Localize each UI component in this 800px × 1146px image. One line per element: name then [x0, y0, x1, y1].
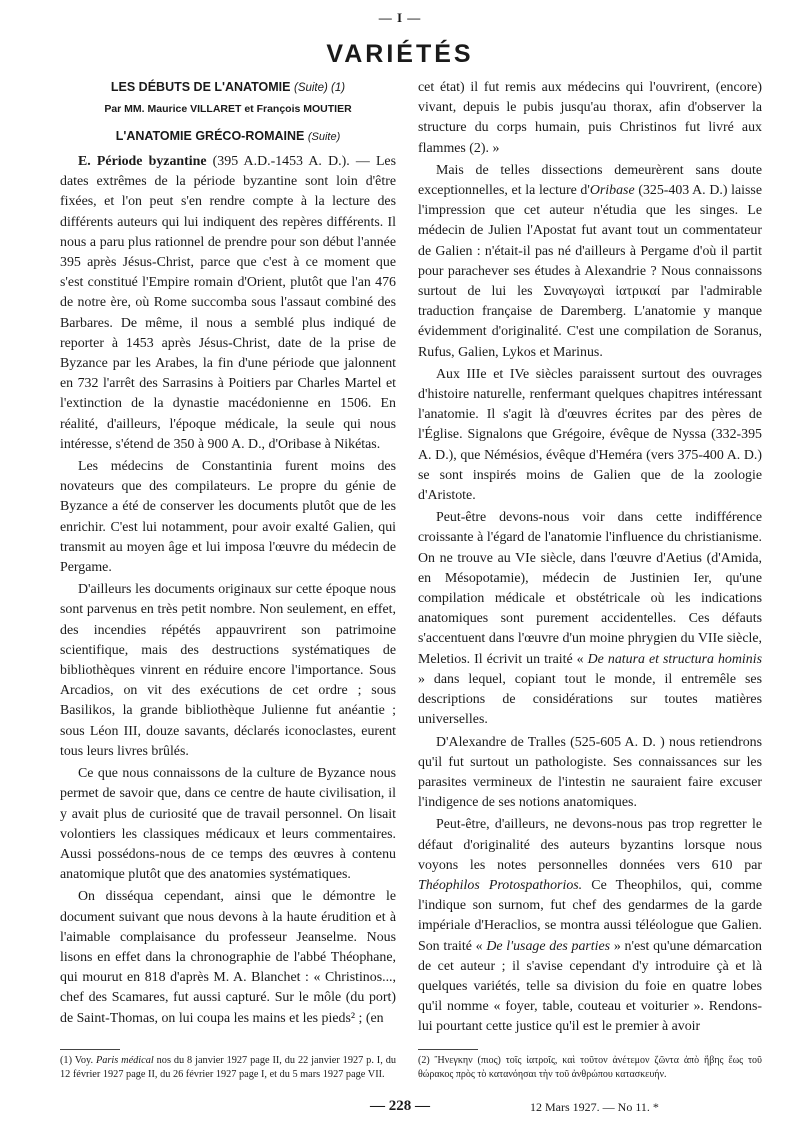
- paragraph-9-title: De natura et structura hominis: [587, 651, 762, 667]
- right-column: [418, 78, 762, 1038]
- paragraph-2: Les médecins de Constantinia furent moins des novateurs que des compilateurs. Le propre du génie de Byzance a été de conserver les documents plutôt que de les enrichir. C'est lui notamment, pour avoir exalté Galien, qui transmit au moyen âge et lui imposa l'œuvre du médecin de Pergame.: [60, 459, 396, 576]
- paragraph-1-text: (395 A.D.-1453 A. D.). — Les dates extrêmes de la période byzantine sont loin d'être fixées, et l'on peut s'en rendre compte à la lecture des différents auteurs qui lui indiquent des repères différents. Il nous a paru plus rationnel de prendre pour son début l'année 395 après Jésus-Christ, parce que c'est à ce moment que s'est constitué l'Empire romain d'Orient, plutôt que l'an 476 de notre ère, où Rome succomba sous l'assaut combiné des Barbares. De même, il nous a semblé plus indiqué de reporter à 1453 après Jésus-Christ, date de la prise de Byzance par les Arabes, la fin d'une période que jalonnent en 732 l'arrêt des Sarrasins à Poitiers par Charles Martel et l'extinction de la dynastie macédonienne en 1506. En réalité, d'ailleurs, l'époque médicale, la seule qui nous intéresse, s'étend de 350 à 900 A. D., d'Oribase à Nikétas.: [60, 154, 396, 452]
- paragraph-3: D'ailleurs les documents originaux sur cette époque nous sont parvenus en très petit nombre. Non seulement, en effet, des incendies répétés appauvrirent son patrimoine scientifique, mais des destructions systématiques de bibliothèques vinrent en réduire encore l'importance. Sous Arcadios, on vit des exécutions de cet ordre ; sous Basilikos, la grande bibliothèque Julienne fut anéantie ; sous Léon III, douze savants, déclarés iconoclastes, eurent tous leurs livres brûlés.: [60, 582, 396, 759]
- paragraph-11-name: Théophilos Protospathorios.: [418, 877, 583, 893]
- paragraph-7-a: Mais de telles dissections demeurèrent sans doute exceptionnelles, et la lecture d': [418, 162, 762, 199]
- article-subtitle-suite: (Suite): [307, 131, 341, 143]
- paragraph-4: Ce que nous connaissons de la culture de Byzance nous permet de savoir que, dans ce centre de haute civilisation, il y avait plus de curiosité que de travail personnel. On lisait volontiers les classiques médicaux et leurs commentaires. Aussi possédons-nous de ce temps des œuvres à contenu anatomique plutôt que des anatomies systématiques.: [60, 766, 396, 883]
- footnote-rule-right: [418, 1049, 478, 1050]
- footnote-rule-left: [60, 1049, 120, 1050]
- paragraph-lead: E. Période byzantine: [78, 154, 207, 169]
- article-subtitle: [60, 127, 396, 146]
- paragraph-7: [418, 161, 762, 363]
- page-number: — 228 —: [370, 1098, 430, 1114]
- issue-date: 12 Mars 1927. — No 11. *: [530, 1100, 659, 1114]
- section-number: — I —: [378, 10, 422, 25]
- page-title: VARIÉTÉS: [326, 40, 474, 68]
- paragraph-11-a: Peut-être, d'ailleurs, ne devons-nous pas trop regretter le défaut d'originalité des auteurs byzantins lorsque nous voyons les notes personnelles données vers 610 par: [418, 817, 762, 873]
- paragraph-5: On disséqua cependant, ainsi que le démontre le document suivant que nous devons à la haute érudition et à l'aimable complaisance du professeur Jeanselme. Nous lisons en effet dans la chronographie de l'abbé Théophane, qui mourut en 818 d'après M. A. Blanchet : « Christinos..., chef des Scamares, fut aussi capturé. Sur le môle (du port) de Saint-Thomas, on lui coupa les mains et les pieds² ; (en: [60, 889, 396, 1026]
- article-authors: Par MM. Maurice VILLARET et François MOUTIER: [104, 103, 352, 115]
- footnote-1: [60, 1054, 396, 1081]
- paragraph-7-oribase: Oribase: [589, 183, 635, 199]
- paragraph-9: [418, 508, 762, 730]
- paragraph-9-a: Peut-être devons-nous voir dans cette indifférence croissante à l'égard de l'anatomie l'influence du christianisme. On ne trouve au VIe siècle, dans l'œuvre d'Aetius (d'Amida, en Mésopotamie), médecin de Justinien Ier, qu'une compilation médicale et obstétricale où les indications anatomiques sont purement accidentelles. Ces défauts s'accentuent dans l'œuvre d'un moine phrygien du VIIe siècle, Meletios. Il écrivit un traité «: [418, 510, 762, 667]
- footnote-1-c: nos du 8 janvier 1927 page II, du 22 janvier 1927 p. I, du 12 février 1927 page II, du 26 février 1927 page I, et du 5 mars 1927 page VII.: [60, 1055, 396, 1080]
- footnote-1-a: (1) Voy.: [60, 1055, 96, 1066]
- paragraph-1: [60, 152, 396, 455]
- article-title-suite: (Suite) (1): [293, 82, 346, 94]
- paragraph-9-c: » dans lequel, copiant tout le monde, il entremêle ses descriptions de considérations sur toutes matières universelles.: [418, 671, 762, 728]
- left-column: [60, 78, 396, 1029]
- article-title-text: LES DÉBUTS DE L'ANATOMIE: [110, 80, 291, 94]
- paragraph-11-e: » n'est qu'une démarcation de cet auteur ; il s'avise cependant d'y introduire çà et là quelques variétés, telle sa division du foie en quatre lobes qu'il nomme « foyer, table, couteau et voiturier ». Rendons-lui pourtant cette justice qu'il est le premier à avoir: [418, 938, 762, 1035]
- paragraph-11: [418, 815, 762, 1037]
- paragraph-7-c: (325-403 A. D.) laisse l'impression que cet auteur n'étudia que les singes. Le médecin de Julien l'Apostat fut avant tout un commentateur de Galien : n'était-il pas né d'ailleurs à Pergame d'où il partit pour parachever ses études à Alexandrie ? Nous connaissons surtout de lui les Συναγωγαὶ ἰατρικαί par l'admirable traduction française de Daremberg. L'anatomie y manque évidemment d'originalité. C'est une compilation de Soranus, Rufus, Galien, Lykos et Marinus.: [418, 183, 763, 360]
- paragraph-11-title: De l'usage des parties: [486, 938, 611, 954]
- paragraph-6: cet état) il fut remis aux médecins qui l'ouvrirent, (encore) vivant, depuis le pubis jusqu'au thorax, afin d'observer la structure du corps humain, puis Christinos fut livré aux flammes (2). »: [418, 80, 762, 156]
- paragraph-11-c: Ce Theophilos, qui, comme l'indique son surnom, fut chef des gendarmes de la garde impériale d'Heraclios, se montra aussi téléologue que Galien. Son traité «: [418, 877, 762, 954]
- paragraph-10: D'Alexandre de Tralles (525-605 A. D. ) nous retiendrons qu'il fut surtout un pathologiste. Ses connaissances sur les parasites vermineux de l'intestin ne sauraient faire excuser l'indigence de ses notions anatomiques.: [418, 734, 762, 811]
- article-subtitle-text: L'ANATOMIE GRÉCO-ROMAINE: [115, 129, 305, 143]
- paragraph-8: Aux IIIe et IVe siècles paraissent surtout des ouvrages d'histoire naturelle, renfermant quelques chapitres intéressant l'anatomie. Il s'agit là d'œuvres écrites par des pères de l'Église. Signalons que Grégoire, évêque de Nyssa (332-395 A. D.), que Némésios, évêque d'Heméra (vers 375-400 A. D.) se sont inspirés moins de Galien que de la zoologie d'Aristote.: [418, 366, 762, 504]
- footnote-1-journal: Paris médical: [95, 1055, 154, 1066]
- article-title: [60, 78, 396, 97]
- footnote-2: (2) Ἤνεγκην (πιος) τοῖς ἰατροῖς, καὶ τοῦτον ἀνέτεμον ζῶντα ἀπὸ ἥβης ἕως τοῦ θώρακος πρὸς τὸ κατανόησαι τὴν τοῦ ἀνθρώπου κατασκευήν.: [418, 1055, 762, 1080]
